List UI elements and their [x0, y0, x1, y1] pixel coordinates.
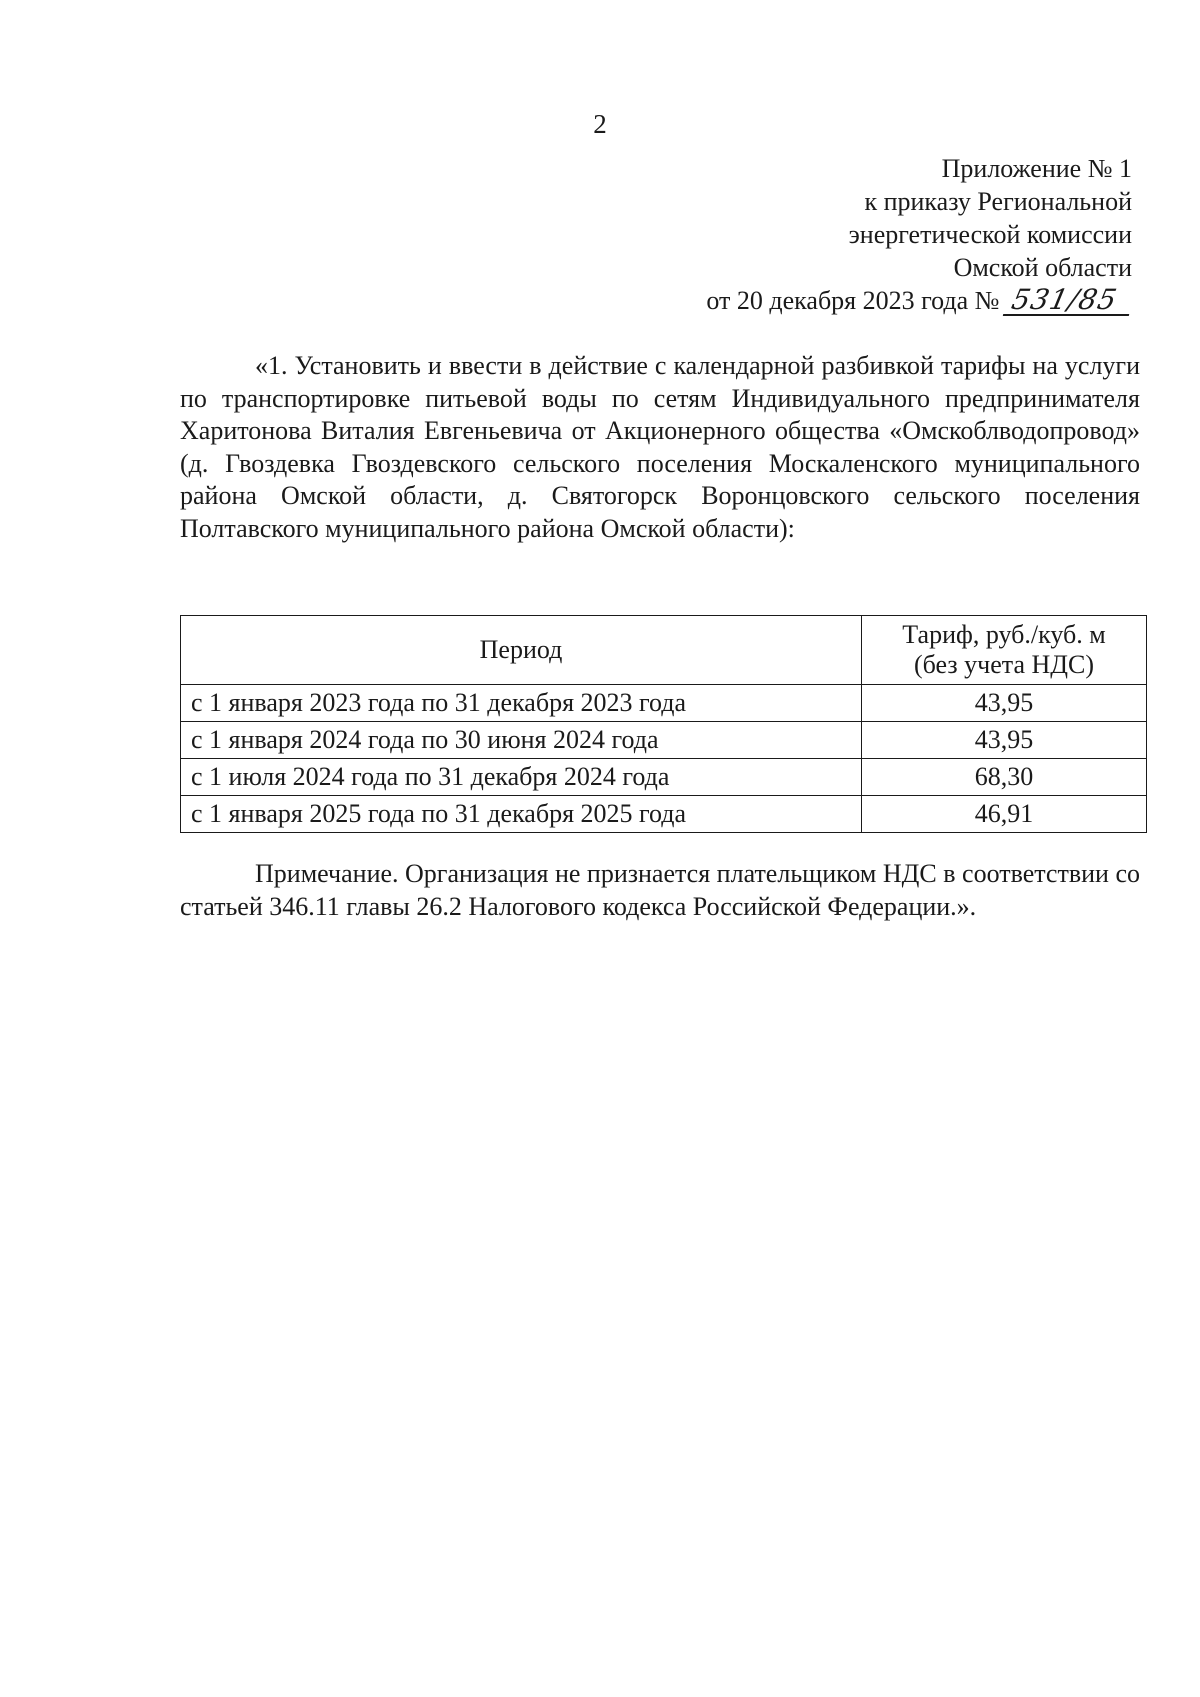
- header-tariff: [862, 616, 1147, 685]
- appendix-region: Омской области: [953, 253, 1132, 282]
- header-period: Период: [181, 616, 862, 685]
- header-tariff-line1: Тариф, руб./куб. м: [902, 620, 1106, 649]
- header-tariff-line2: (без учета НДС): [913, 650, 1095, 679]
- period-cell: с 1 января 2023 года по 31 декабря 2023 года: [181, 685, 862, 722]
- period-cell: с 1 января 2024 года по 30 июня 2024 года: [181, 722, 862, 759]
- table-row: [181, 722, 1147, 759]
- order-date-prefix: от 20 декабря 2023 года №: [706, 286, 1000, 315]
- tariff-cell: 43,95: [862, 722, 1147, 759]
- table-row: [181, 759, 1147, 796]
- period-cell: с 1 июля 2024 года по 31 декабря 2024 года: [181, 759, 862, 796]
- period-cell: с 1 января 2025 года по 31 декабря 2025 года: [181, 796, 862, 833]
- appendix-title: Приложение № 1: [941, 154, 1132, 183]
- note-paragraph: Примечание. Организация не признается плательщиком НДС в соответствии со статьей 346.11 главы 26.2 Налогового кодекса Российской Федерации.».: [180, 859, 1140, 921]
- tariff-cell: 68,30: [862, 759, 1147, 796]
- table-row: [181, 685, 1147, 722]
- order-date-line: [512, 284, 1132, 317]
- table-header-row: [181, 616, 1147, 685]
- tariff-cell: 43,95: [862, 685, 1147, 722]
- appendix-order-reference: к приказу Региональной: [864, 187, 1132, 216]
- table-row: [181, 796, 1147, 833]
- tariff-cell: 46,91: [862, 796, 1147, 833]
- tariff-table: [180, 615, 1147, 833]
- main-paragraph: «1. Установить и ввести в действие с календарной разбивкой тарифы на услуги по транспортировке питьевой воды по сетям Индивидуального предпринимателя Харитонова Виталия Евгеньевича от Акционерного общества «Омскоблводопровод» (д. Гвоздевка Гвоздевского сельского поселения Москаленского муниципального района Омской области, д. Святогорск Воронцовского сельского поселения Полтавского муниципального района Омской области):: [180, 351, 1140, 543]
- appendix-header: [512, 152, 1132, 317]
- appendix-commission-name: энергетической комиссии: [848, 220, 1132, 249]
- page-number: 2: [593, 109, 607, 139]
- handwritten-order-number: 531/85: [1003, 286, 1135, 316]
